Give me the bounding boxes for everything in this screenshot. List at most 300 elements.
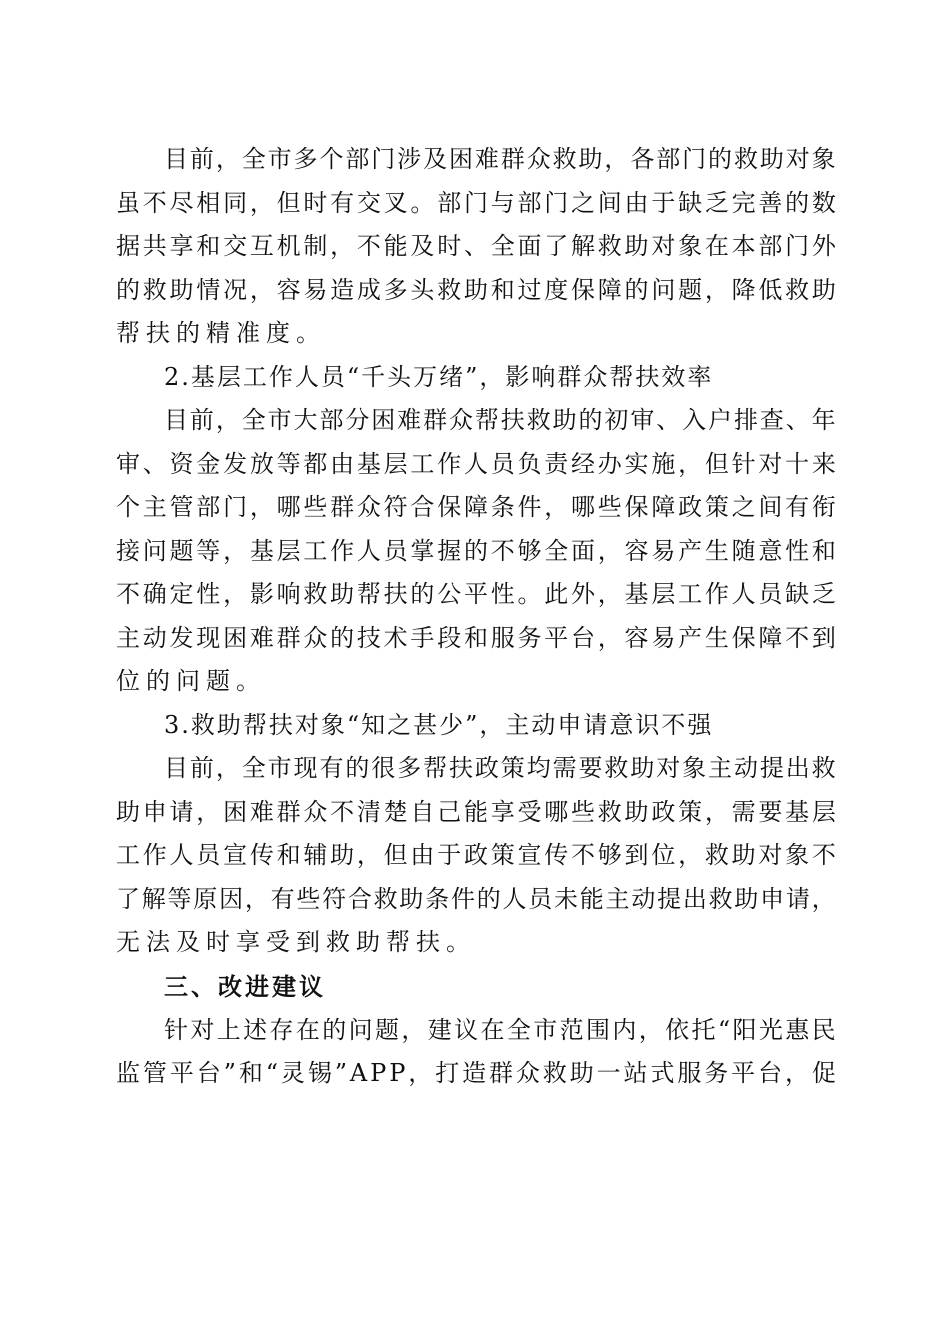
glyph: 由 bbox=[330, 449, 355, 478]
glyph: 救 bbox=[785, 275, 810, 304]
glyph: 主 bbox=[142, 493, 167, 521]
glyph: 互 bbox=[249, 232, 274, 260]
glyph: 策 bbox=[490, 841, 515, 869]
glyph: 传 bbox=[249, 841, 274, 869]
glyph: 众 bbox=[303, 623, 328, 652]
glyph: 大 bbox=[293, 406, 318, 434]
glyph: 题 bbox=[169, 536, 194, 565]
glyph: 不 bbox=[356, 232, 381, 260]
text-line: 无法及时享受到救助帮扶。 bbox=[116, 928, 476, 956]
glyph: 的 bbox=[410, 580, 435, 608]
glyph: 意 bbox=[758, 536, 783, 565]
glyph: 未 bbox=[554, 884, 579, 913]
glyph: 部 bbox=[656, 145, 681, 173]
glyph: ， bbox=[597, 580, 622, 608]
subheading-3: 3.救助帮扶对象“知之甚少”，主动申请意识不强 bbox=[164, 710, 714, 739]
glyph: 个 bbox=[116, 493, 140, 521]
glyph: 作 bbox=[142, 841, 167, 869]
glyph: 于 bbox=[437, 841, 462, 869]
glyph: 灵 bbox=[280, 1059, 305, 1087]
glyph: ， bbox=[215, 754, 240, 782]
glyph: 。 bbox=[410, 188, 435, 217]
glyph: 托 bbox=[691, 1015, 716, 1044]
glyph: 头 bbox=[410, 275, 435, 304]
glyph: 题 bbox=[375, 1015, 399, 1044]
glyph: 容 bbox=[276, 275, 301, 304]
text-line bbox=[116, 1009, 836, 1053]
glyph: 市 bbox=[267, 145, 292, 173]
glyph: 多 bbox=[293, 145, 318, 173]
text-line: 位的问题。 bbox=[116, 667, 266, 695]
glyph: 作 bbox=[704, 580, 729, 608]
glyph: ， bbox=[330, 232, 355, 260]
glyph: 基 bbox=[249, 536, 274, 565]
glyph: 的 bbox=[322, 1015, 347, 1044]
glyph: 目 bbox=[164, 406, 188, 434]
glyph: 问 bbox=[142, 536, 167, 565]
glyph: 部 bbox=[517, 188, 542, 217]
glyph: 目 bbox=[164, 754, 188, 782]
glyph: 对 bbox=[656, 754, 681, 782]
glyph: 乏 bbox=[811, 580, 836, 608]
glyph: 时 bbox=[303, 188, 328, 217]
glyph: 目 bbox=[164, 145, 188, 173]
glyph: 员 bbox=[758, 580, 783, 608]
text-line bbox=[116, 747, 836, 791]
text-line bbox=[116, 443, 836, 487]
text-line: 帮扶的精准度。 bbox=[116, 319, 326, 347]
glyph: 的 bbox=[463, 536, 488, 565]
glyph: 的 bbox=[330, 623, 355, 652]
glyph: 条 bbox=[425, 884, 450, 913]
glyph: 台 bbox=[196, 1059, 221, 1087]
glyph: 己 bbox=[437, 797, 462, 826]
glyph: 易 bbox=[651, 536, 676, 565]
glyph: 申 bbox=[760, 884, 785, 913]
glyph: 。 bbox=[517, 580, 542, 608]
glyph: ， bbox=[704, 275, 729, 304]
glyph: ， bbox=[356, 841, 381, 869]
glyph: 保 bbox=[571, 275, 596, 304]
glyph: 人 bbox=[502, 884, 527, 913]
glyph: 助 bbox=[552, 406, 577, 434]
glyph: 的 bbox=[578, 406, 603, 434]
glyph: 门 bbox=[371, 145, 396, 173]
glyph: 户 bbox=[708, 406, 733, 434]
glyph: 的 bbox=[708, 145, 733, 173]
glyph: 造 bbox=[462, 1059, 487, 1087]
glyph: 交 bbox=[223, 232, 248, 260]
glyph: 很 bbox=[371, 754, 396, 782]
glyph: 定 bbox=[169, 580, 194, 608]
glyph: 产 bbox=[678, 536, 703, 565]
glyph: 范 bbox=[559, 1015, 584, 1044]
glyph: 缺 bbox=[678, 188, 703, 217]
glyph: 工 bbox=[410, 449, 435, 478]
glyph: 站 bbox=[623, 1059, 648, 1087]
glyph: 负 bbox=[517, 449, 542, 478]
glyph: 宣 bbox=[517, 841, 542, 869]
glyph: ， bbox=[215, 145, 240, 173]
glyph: 全 bbox=[241, 406, 266, 434]
glyph: 件 bbox=[517, 493, 542, 521]
glyph: 前 bbox=[189, 145, 214, 173]
glyph: 针 bbox=[731, 449, 756, 478]
glyph: 响 bbox=[276, 580, 301, 608]
glyph: 此 bbox=[544, 580, 569, 608]
glyph: 技 bbox=[356, 623, 381, 652]
glyph: 到 bbox=[624, 841, 649, 869]
glyph: 符 bbox=[383, 493, 408, 521]
text-line bbox=[116, 530, 836, 574]
glyph: 性 bbox=[196, 580, 221, 608]
glyph: ， bbox=[249, 188, 274, 217]
glyph: 作 bbox=[330, 536, 355, 565]
glyph: 有 bbox=[270, 884, 295, 913]
glyph: 在 bbox=[480, 1015, 505, 1044]
glyph: 门 bbox=[682, 145, 707, 173]
glyph: 和 bbox=[463, 623, 488, 652]
glyph: 述 bbox=[243, 1015, 268, 1044]
glyph: 众 bbox=[303, 797, 328, 826]
glyph: 问 bbox=[651, 275, 676, 304]
glyph: 助 bbox=[630, 754, 655, 782]
glyph: 同 bbox=[223, 188, 248, 217]
glyph: ， bbox=[401, 1015, 426, 1044]
text-line bbox=[116, 878, 836, 922]
glyph: 议 bbox=[454, 1015, 479, 1044]
glyph: 上 bbox=[216, 1015, 241, 1044]
glyph: 部 bbox=[437, 188, 462, 217]
glyph: 间 bbox=[758, 493, 783, 521]
glyph: 对 bbox=[758, 841, 783, 869]
glyph: 对 bbox=[785, 145, 810, 173]
glyph: 障 bbox=[758, 623, 783, 652]
glyph: 对 bbox=[758, 449, 783, 478]
glyph: 到 bbox=[811, 623, 836, 652]
glyph: 政 bbox=[678, 493, 703, 521]
glyph: 针 bbox=[164, 1015, 188, 1044]
glyph: 的 bbox=[116, 275, 140, 304]
glyph: ， bbox=[249, 275, 274, 304]
glyph: 但 bbox=[704, 449, 729, 478]
glyph: 群 bbox=[276, 623, 301, 652]
glyph: 象 bbox=[678, 232, 703, 260]
glyph: 救 bbox=[604, 754, 629, 782]
glyph: 群 bbox=[276, 797, 301, 826]
glyph: 众 bbox=[448, 406, 473, 434]
glyph: 作 bbox=[437, 449, 462, 478]
glyph: 光 bbox=[758, 1015, 783, 1044]
glyph: 宣 bbox=[223, 841, 248, 869]
glyph: ， bbox=[811, 884, 836, 913]
glyph: 台 bbox=[571, 623, 596, 652]
glyph: 等 bbox=[196, 536, 221, 565]
glyph: 确 bbox=[142, 580, 167, 608]
glyph: 帮 bbox=[356, 580, 381, 608]
glyph: 尽 bbox=[169, 188, 194, 217]
glyph: 问 bbox=[348, 1015, 373, 1044]
glyph: 要 bbox=[758, 797, 783, 826]
section-heading: 三、改进建议 bbox=[164, 972, 326, 1001]
glyph: 和 bbox=[811, 536, 836, 565]
glyph: 扶 bbox=[383, 580, 408, 608]
glyph: 务 bbox=[517, 623, 542, 652]
glyph: 服 bbox=[677, 1059, 702, 1087]
glyph: 市 bbox=[533, 1015, 558, 1044]
glyph: 救 bbox=[437, 275, 462, 304]
glyph: 请 bbox=[169, 797, 194, 826]
glyph: 原 bbox=[193, 884, 218, 913]
glyph: 了 bbox=[544, 232, 569, 260]
glyph: 放 bbox=[249, 449, 274, 478]
glyph: 各 bbox=[630, 145, 655, 173]
glyph: 公 bbox=[437, 580, 462, 608]
glyph: 出 bbox=[785, 754, 810, 782]
glyph: 完 bbox=[731, 188, 756, 217]
glyph: 十 bbox=[785, 449, 810, 478]
glyph: 制 bbox=[303, 232, 328, 260]
glyph: 出 bbox=[682, 884, 707, 913]
glyph: 发 bbox=[223, 449, 248, 478]
glyph: 能 bbox=[463, 797, 488, 826]
glyph: 政 bbox=[463, 841, 488, 869]
glyph: 策 bbox=[704, 493, 729, 521]
glyph: 员 bbox=[528, 884, 553, 913]
glyph: 由 bbox=[410, 841, 435, 869]
glyph: 段 bbox=[437, 623, 462, 652]
glyph: 台 bbox=[758, 1059, 783, 1087]
text-line bbox=[116, 182, 836, 226]
glyph: 需 bbox=[731, 797, 756, 826]
glyph: 降 bbox=[731, 275, 756, 304]
glyph: 不 bbox=[571, 841, 596, 869]
glyph: 楚 bbox=[383, 797, 408, 826]
glyph: 些 bbox=[571, 797, 596, 826]
glyph: 不 bbox=[811, 841, 836, 869]
glyph: 层 bbox=[276, 536, 301, 565]
glyph: 些 bbox=[597, 493, 622, 521]
glyph: 之 bbox=[731, 493, 756, 521]
glyph: 部 bbox=[758, 232, 783, 260]
glyph: P bbox=[370, 1059, 387, 1087]
glyph: 管 bbox=[169, 493, 194, 521]
glyph: 救 bbox=[708, 884, 733, 913]
glyph: 及 bbox=[423, 145, 448, 173]
glyph: 保 bbox=[437, 493, 462, 521]
glyph: ， bbox=[196, 797, 221, 826]
glyph: 间 bbox=[597, 188, 622, 217]
glyph: ， bbox=[408, 1059, 433, 1087]
glyph: 性 bbox=[785, 536, 810, 565]
glyph: 与 bbox=[490, 188, 515, 217]
glyph: 救 bbox=[597, 797, 622, 826]
glyph: 门 bbox=[463, 188, 488, 217]
glyph: 和 bbox=[196, 232, 221, 260]
glyph: 排 bbox=[733, 406, 758, 434]
glyph: 经 bbox=[571, 449, 596, 478]
glyph: 的 bbox=[476, 884, 501, 913]
glyph: 分 bbox=[345, 406, 370, 434]
glyph: 情 bbox=[196, 275, 221, 304]
glyph: 助 bbox=[731, 841, 756, 869]
glyph: 工 bbox=[303, 536, 328, 565]
glyph: 不 bbox=[490, 536, 515, 565]
glyph: 助 bbox=[578, 145, 603, 173]
glyph: 阳 bbox=[732, 1015, 757, 1044]
glyph: 助 bbox=[399, 884, 424, 913]
paragraph-4 bbox=[116, 1009, 836, 1096]
glyph: ， bbox=[638, 1015, 663, 1044]
glyph: 哪 bbox=[571, 493, 596, 521]
glyph: 群 bbox=[423, 406, 448, 434]
glyph: 共 bbox=[142, 232, 167, 260]
glyph: 平 bbox=[463, 580, 488, 608]
glyph: 易 bbox=[303, 275, 328, 304]
glyph: 帮 bbox=[423, 754, 448, 782]
glyph: 助 bbox=[624, 232, 649, 260]
glyph: 门 bbox=[223, 493, 248, 521]
glyph: 依 bbox=[665, 1015, 690, 1044]
glyph: 政 bbox=[651, 797, 676, 826]
glyph: 些 bbox=[296, 884, 321, 913]
glyph: 低 bbox=[758, 275, 783, 304]
glyph: 策 bbox=[678, 797, 703, 826]
glyph: 救 bbox=[552, 145, 577, 173]
glyph: 救 bbox=[542, 1059, 567, 1087]
glyph: 困 bbox=[448, 145, 473, 173]
glyph: 部 bbox=[196, 493, 221, 521]
glyph: 哪 bbox=[544, 797, 569, 826]
glyph: 部 bbox=[345, 145, 370, 173]
glyph: 申 bbox=[142, 797, 167, 826]
glyph: 有 bbox=[330, 188, 355, 217]
glyph: 哪 bbox=[276, 493, 301, 521]
text-line bbox=[116, 791, 836, 835]
glyph: 难 bbox=[397, 406, 422, 434]
glyph: 部 bbox=[319, 406, 344, 434]
glyph: 接 bbox=[116, 536, 140, 565]
glyph: 助 bbox=[811, 275, 836, 304]
glyph: 人 bbox=[463, 449, 488, 478]
glyph: 困 bbox=[223, 797, 248, 826]
glyph: 不 bbox=[116, 580, 140, 608]
glyph: 等 bbox=[276, 449, 301, 478]
glyph: 管 bbox=[142, 1059, 167, 1087]
glyph: 在 bbox=[295, 1015, 320, 1044]
glyph: 政 bbox=[474, 754, 499, 782]
glyph: 辅 bbox=[303, 841, 328, 869]
glyph: 年 bbox=[811, 406, 836, 434]
text-line bbox=[116, 617, 836, 661]
glyph: 一 bbox=[596, 1059, 621, 1087]
subheading-2: 2.基层工作人员“千头万绪”，影响群众帮扶效率 bbox=[164, 362, 714, 391]
glyph: 救 bbox=[704, 841, 729, 869]
paragraph-2 bbox=[116, 399, 836, 704]
text-line bbox=[116, 138, 836, 182]
glyph: “ bbox=[717, 1015, 731, 1044]
glyph: 难 bbox=[474, 145, 499, 173]
glyph: ， bbox=[244, 884, 269, 913]
glyph: 享 bbox=[490, 797, 515, 826]
text-line bbox=[116, 225, 836, 269]
glyph: 成 bbox=[356, 275, 381, 304]
glyph: 建 bbox=[427, 1015, 452, 1044]
text-line bbox=[116, 834, 836, 878]
text-line bbox=[116, 486, 836, 530]
glyph: 虽 bbox=[116, 188, 140, 217]
glyph: 叉 bbox=[383, 188, 408, 217]
glyph: 施 bbox=[651, 449, 676, 478]
text-line bbox=[116, 1052, 836, 1096]
glyph: 象 bbox=[785, 841, 810, 869]
glyph: ， bbox=[597, 623, 622, 652]
glyph: 困 bbox=[223, 623, 248, 652]
glyph: 但 bbox=[276, 188, 301, 217]
glyph: 够 bbox=[597, 841, 622, 869]
glyph: ” bbox=[334, 1059, 347, 1087]
glyph: 责 bbox=[544, 449, 569, 478]
glyph: 基 bbox=[785, 797, 810, 826]
glyph: 数 bbox=[811, 188, 836, 217]
glyph: 群 bbox=[500, 145, 525, 173]
glyph: ， bbox=[784, 1059, 809, 1087]
glyph: 性 bbox=[490, 580, 515, 608]
glyph: 对 bbox=[190, 1015, 215, 1044]
glyph: 全 bbox=[241, 754, 266, 782]
glyph: 前 bbox=[189, 754, 214, 782]
glyph: 基 bbox=[356, 449, 381, 478]
glyph: 障 bbox=[651, 493, 676, 521]
glyph: ， bbox=[223, 580, 248, 608]
glyph: ， bbox=[678, 449, 703, 478]
glyph: 助 bbox=[569, 1059, 594, 1087]
glyph: 由 bbox=[624, 188, 649, 217]
glyph: 金 bbox=[196, 449, 221, 478]
glyph: 相 bbox=[196, 188, 221, 217]
glyph: 掌 bbox=[410, 536, 435, 565]
glyph: 题 bbox=[678, 275, 703, 304]
glyph: 多 bbox=[383, 275, 408, 304]
glyph: 握 bbox=[437, 536, 462, 565]
glyph: 助 bbox=[624, 797, 649, 826]
glyph: 助 bbox=[169, 275, 194, 304]
glyph: 救 bbox=[733, 145, 758, 173]
glyph: 众 bbox=[526, 145, 551, 173]
glyph: 对 bbox=[651, 232, 676, 260]
glyph: 全 bbox=[490, 232, 515, 260]
glyph: 容 bbox=[624, 623, 649, 652]
glyph: 层 bbox=[651, 580, 676, 608]
glyph: 人 bbox=[731, 580, 756, 608]
glyph: 不 bbox=[142, 188, 167, 217]
glyph: 救 bbox=[373, 884, 398, 913]
glyph: 层 bbox=[811, 797, 836, 826]
glyph: 打 bbox=[435, 1059, 460, 1087]
glyph: ， bbox=[678, 841, 703, 869]
glyph: ， bbox=[249, 493, 274, 521]
glyph: 于 bbox=[651, 188, 676, 217]
glyph: 自 bbox=[410, 797, 435, 826]
glyph: 实 bbox=[624, 449, 649, 478]
glyph: 保 bbox=[731, 623, 756, 652]
glyph: 件 bbox=[450, 884, 475, 913]
glyph: 助 bbox=[330, 580, 355, 608]
glyph: 市 bbox=[267, 754, 292, 782]
glyph: 生 bbox=[704, 536, 729, 565]
glyph: 惠 bbox=[785, 1015, 810, 1044]
paragraph-3 bbox=[116, 747, 836, 965]
